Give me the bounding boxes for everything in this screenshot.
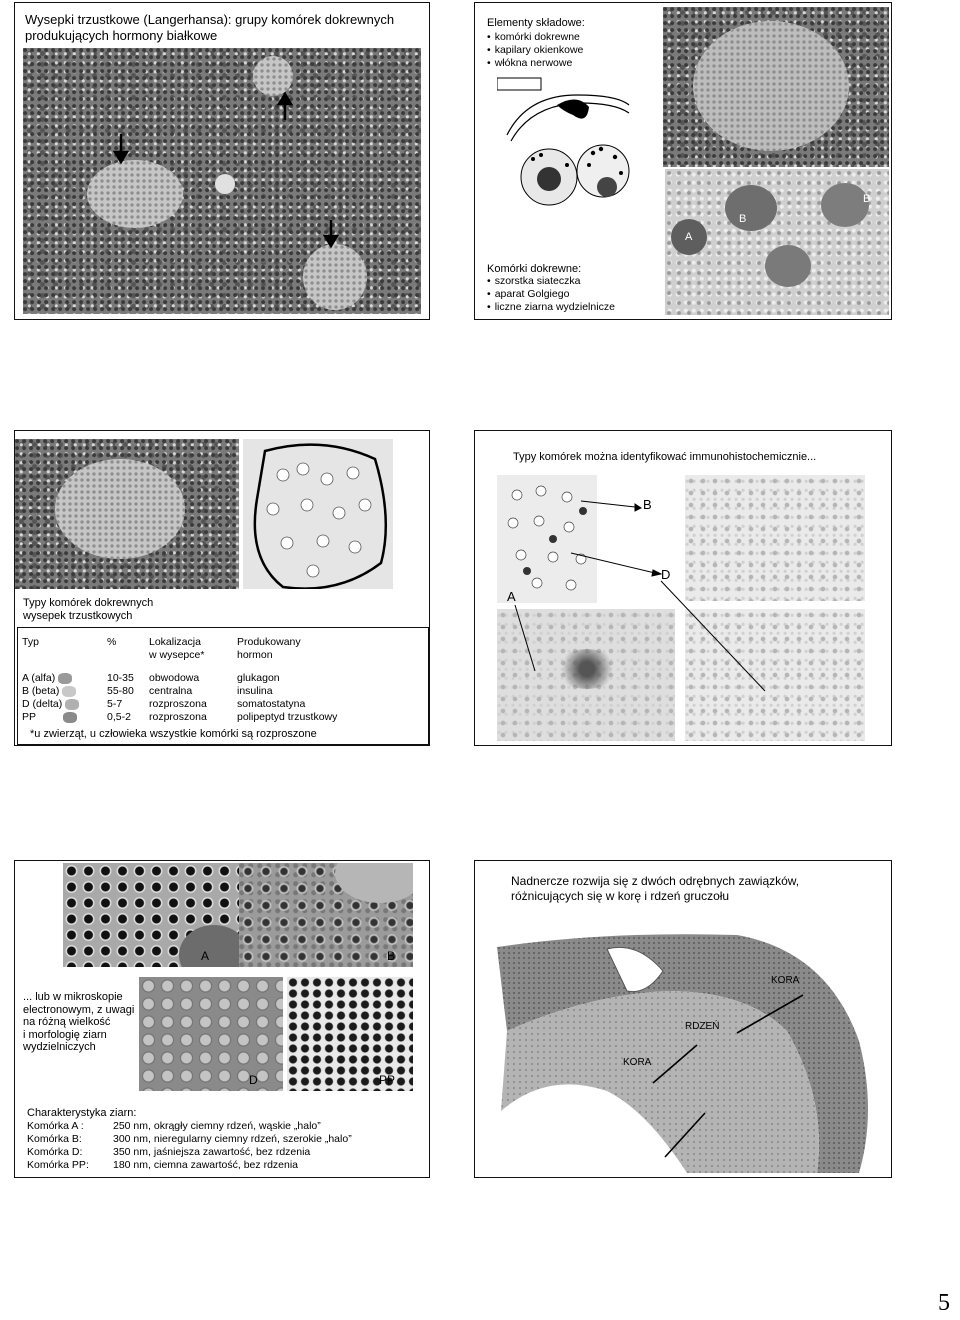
em-label-b1: B — [739, 213, 747, 225]
pointer-lines — [475, 431, 892, 746]
list-item: • aparat Golgiego — [487, 288, 615, 301]
em-a-micrograph — [63, 863, 239, 967]
granule-heading: Charakterystyka ziarn: — [27, 1107, 137, 1119]
list-item: • kapilary okienkowe — [487, 44, 583, 57]
header-hormone: Produkowany — [237, 636, 301, 648]
endocrine-cells-list — [487, 275, 615, 314]
granule-table — [27, 1120, 352, 1172]
table-row: PP 0,5-2 rozproszona polipeptyd trzustkowy — [22, 711, 338, 723]
side-text-line: electronowym, z uwagi — [23, 1003, 135, 1016]
cell-b-icon — [62, 686, 76, 697]
label-kora-top: KORA — [771, 975, 800, 986]
slide-islets-overview — [14, 2, 430, 320]
adrenal-title-2: różnicujących się w korę i rdzeń gruczołu — [511, 889, 730, 903]
em-label-d: D — [249, 1073, 258, 1087]
header-hormone-2: hormon — [237, 649, 273, 661]
side-text-line: ... lub w mikroskopie — [23, 991, 123, 1003]
em-label-a: A — [201, 949, 210, 963]
islet — [55, 459, 185, 559]
pancreas-micrograph — [23, 48, 421, 314]
em-label-b2: B — [863, 193, 871, 205]
em-label-a: A — [685, 231, 693, 243]
table-row: Komórka PP: 180 nm, ciemna zawartość, bez rdzenia — [27, 1159, 299, 1171]
em-label-b: B — [387, 949, 396, 963]
side-text-line: wydzielniczych — [23, 1041, 96, 1053]
em-label-pp: PP — [379, 1073, 396, 1087]
side-text-line: na różną wielkość — [23, 1016, 111, 1028]
endocrine-cell-drawing — [497, 75, 637, 215]
label-a: A — [507, 589, 516, 604]
slide-immunohistochemistry — [474, 430, 892, 746]
header-location: Lokalizacja — [149, 636, 201, 648]
header-percent: % — [107, 636, 117, 648]
cell-types-table — [22, 636, 337, 724]
table-row: D (delta) 5-7 rozproszona somatostatyna — [22, 698, 306, 710]
list-item: • komórki dokrewne — [487, 31, 583, 44]
cell-a-icon — [58, 673, 72, 684]
em-pp-micrograph — [287, 977, 413, 1091]
table-header — [22, 636, 337, 649]
label-kora-bottom: KORA — [623, 1057, 652, 1068]
adrenal-title-1: Nadnercze rozwija się z dwóch odrębnych zawiązków, — [511, 874, 800, 888]
slide-endocrine-components — [474, 2, 892, 320]
em-b-micrograph — [239, 863, 413, 967]
list-item: • włókna nerwowe — [487, 57, 583, 70]
table-row: Komórka B: 300 nm, nieregularny ciemny rdzeń, szerokie „halo” — [27, 1133, 352, 1145]
table-row: B (beta) 55-80 centralna insulina — [22, 685, 273, 697]
header-location-2: w wysepce* — [149, 649, 205, 661]
list-item: • liczne ziarna wydzielnicze — [487, 301, 615, 314]
em-side-text — [23, 991, 134, 1054]
electron-micrograph — [665, 169, 889, 315]
table-row: A (alfa) 10-35 obwodowa glukagon — [22, 672, 280, 684]
cell-types-caption-2: wysepek trzustkowych — [23, 610, 133, 622]
table-row: Komórka D: 350 nm, jaśniejsza zawartość, bez rdzenia — [27, 1146, 311, 1158]
islet-drawing — [243, 439, 393, 589]
header-typ: Typ — [22, 636, 39, 648]
side-text-line: i morfologię ziarn — [23, 1028, 107, 1041]
slide1-title-line1: Wysepki trzustkowe (Langerhansa): grupy komórek dokrewnych — [25, 12, 395, 27]
slide-adrenal — [474, 860, 892, 1178]
islet-micrograph — [663, 7, 889, 167]
slide-cell-types — [14, 430, 430, 746]
slide-electron-microscopy — [14, 860, 430, 1178]
label-b: B — [643, 497, 652, 512]
islet — [693, 21, 849, 151]
list-item: • szorstka siateczka — [487, 275, 615, 288]
table-header-2 — [22, 649, 337, 662]
adrenal-micrograph — [487, 911, 883, 1173]
islet-arrows — [23, 48, 421, 314]
cell-types-caption-1: Typy komórek dokrewnych — [23, 597, 154, 609]
components-heading: Elementy składowe: — [487, 17, 585, 29]
page-number: 5 — [938, 1290, 950, 1316]
label-d: D — [661, 567, 671, 582]
table-row: Komórka A : 250 nm, okrągły ciemny rdzeń, wąskie „halo” — [27, 1120, 321, 1132]
cell-d-icon — [65, 699, 79, 710]
islet-micrograph-left — [15, 439, 239, 589]
em-d-micrograph — [139, 977, 283, 1091]
cell-types-footnote: *u zwierząt, u człowieka wszystkie komórki są rozproszone — [30, 728, 317, 740]
endocrine-cells-heading: Komórki dokrewne: — [487, 263, 582, 275]
cell-types-box — [17, 627, 429, 745]
slide1-title-line2: produkujących hormony białkowe — [25, 28, 218, 43]
cell-pp-icon — [63, 712, 77, 723]
immuno-title: Typy komórek można identyfikować immunohistochemicznie... — [513, 451, 817, 463]
components-list — [487, 31, 583, 70]
label-rdzen: RDZEŃ — [685, 1021, 720, 1032]
